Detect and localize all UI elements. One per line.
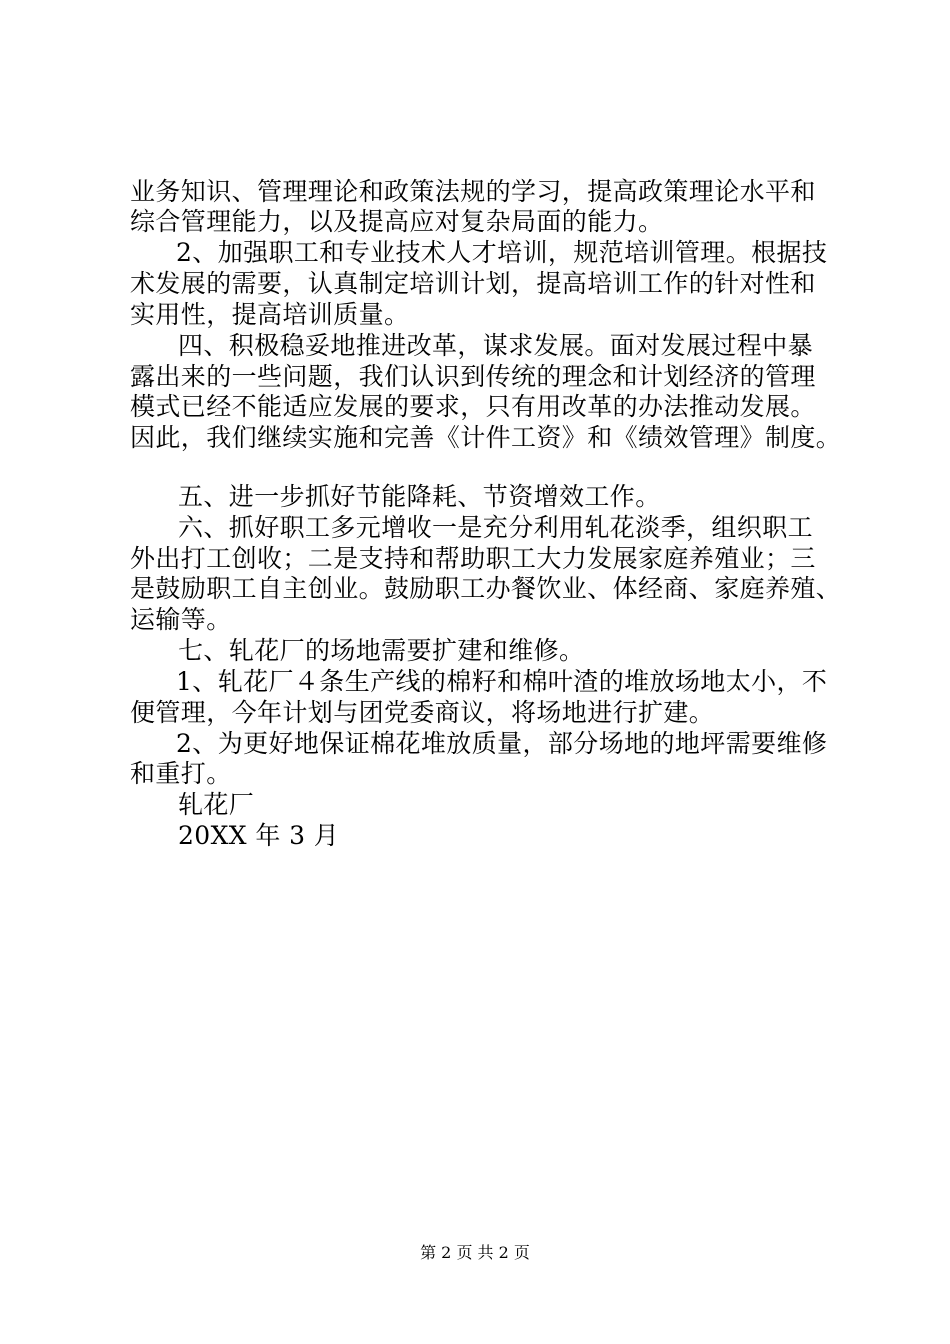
text-line: 综合管理能力，以及提高应对复杂局面的能力。 [130,207,664,236]
text-line: 四、积极稳妥地推进改革，谋求发展。面对发展过程中暴 [178,331,814,360]
text-line: 运输等。 [130,605,232,634]
text-line: 1、轧花厂４条生产线的棉籽和棉叶渣的堆放场地太小，不 [176,667,828,696]
text-line: 2、为更好地保证棉花堆放质量，部分场地的地坪需要维修 [176,729,828,758]
signature-date: 20XX 年 3 月 [178,821,340,850]
text-line: 是鼓励职工自主创业。鼓励职工办餐饮业、体经商、家庭养殖、 [130,574,842,603]
text-line: 因此，我们继续实施和完善《计件工资》和《绩效管理》制度。 [130,423,842,452]
text-line: 外出打工创收；二是支持和帮助职工大力发展家庭养殖业；三 [130,544,816,573]
text-line: 便管理，今年计划与团党委商议，将场地进行扩建。 [130,698,715,727]
text-line: 术发展的需要，认真制定培训计划，提高培训工作的针对性和 [130,269,816,298]
text-line: 六、抓好职工多元增收一是充分利用轧花淡季，组织职工 [178,513,814,542]
text-line: 露出来的一些问题，我们认识到传统的理念和计划经济的管理 [130,362,816,391]
text-line: 七、轧花厂的场地需要扩建和维修。 [178,636,585,665]
text-line: 和重打。 [130,759,232,788]
signature-org: 轧花厂 [178,790,255,819]
page-number-footer: 第 2 页 共 2 页 [420,1243,530,1262]
text-line: 业务知识、管理理论和政策法规的学习，提高政策理论水平和 [130,177,816,206]
text-line: 模式已经不能适应发展的要求，只有用改革的办法推动发展。 [130,392,816,421]
text-line: 2、加强职工和专业技术人才培训，规范培训管理。根据技 [176,238,828,267]
text-line: 实用性，提高培训质量。 [130,300,410,329]
text-line: 五、进一步抓好节能降耗、节资增效工作。 [178,482,661,511]
